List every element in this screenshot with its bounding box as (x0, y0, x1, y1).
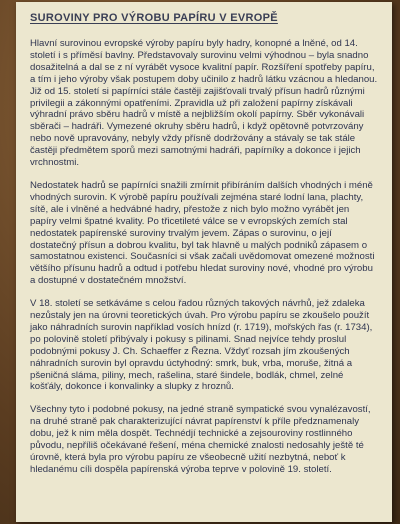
paragraph-2: Nedostatek hadrů se papírníci snažili zmírnit přibíráním dalších vhodných i méně vhodných surovin. K výrobě papíru používali zejména staré lodní lana, plachty, sítě, ale i vlněné a hedvábné hadry, přestože z nich bylo možno vyrábět jen papíry velmi špatné kvality. Po třicetileté válce se v evropských zemích stal nedostatek papírenské suroviny trvalým jevem. Zápas o surovinu, o její dostatečný přísun a dobrou kvalitu, byl tak hlavně u malých podniků zápasem o samostatnou existenci. Současníci si však začali uvědomovat omezené možnosti většího přísunu hadrů a odtud i potřebu hledat suroviny nové, vhodné pro výrobu a dostupné v dostatečném množství. (30, 179, 375, 287)
panel-title: SUROVINY PRO VÝROBU PAPÍRU V EVROPĚ (30, 12, 278, 24)
paragraph-1: Hlavní surovinou evropské výroby papíru byly hadry, konopné a lněné, od 14. století i s příměsí bavlny. Představovaly surovinu velmi výhodnou – byla snadno dosažitelná a dal se z ní vyrábět vysoce kvalitní papír. Rozšíření spotřeby papíru, a tím i jeho výroby však postupem doby učinilo z hadrů látku vzácnou a hledanou. Již od 15. století si papírníci stále častěji zajišťovali trvalý přísun hadrů různými privilegii a zákonnými opatřeními. Zpravidla už při založení papírny získávali výhradní právo sběru hadrů v místě a nejbližším okolí papírny. Sběr vykonávali sběrači – hadráři. Vymezené okruhy sběru hadrů, i když opětovně potvrzovány nebo nově upravovány, nebyly vždy přísně dodržovány a stávaly se tak stále častěji předmětem sporů mezi samotnými hadráři, papírníky a dokonce i jejich vrchnostmi. (30, 38, 378, 169)
paragraph-4: Všechny tyto i podobné pokusy, na jedné straně sympatické svou vynalézavostí, na druhé straně pak charakterizující návrat papírenství k příle předznamenaly dobu, jež k nim měla dospět. Technédjí technické a zejsouroviny rostlinného původu, nepříliš očekávané řešení, ména chemické znalosti nedosahly ještě té úrovně, která byla pro výrobu papíru ze všeobecně užití nezbytná, neboť k hledanému cíli dospěla papírenská výroba teprve v polovině 19. století. (30, 404, 371, 475)
paragraph-3: V 18. století se setkáváme s celou řadou různých takových návrhů, jež zdaleka nezůstaly jen na úrovni teoretických úvah. Pro výrobu papíru se zkoušelo použít jako náhradních surovin například vosích hnízd (r. 1719), mořských řas (r. 1734), po polovině století přibývaly i pokusy s pilinami. Snad nejvíce tehdy proslul podobnými pokusy J. Ch. Schaeffer z Řezna. Vždyť rozsah jím zkoušených náhradních surovin byl opravdu úctyhodný: smrk, buk, vrba, moruše, žitná a pšeničná sláma, piliny, mech, rašelina, staré šindele, bodlák, chmel, zelné košťály, dokonce i konvalinky a slupky z hroznů. (30, 298, 373, 393)
info-panel (16, 2, 392, 522)
